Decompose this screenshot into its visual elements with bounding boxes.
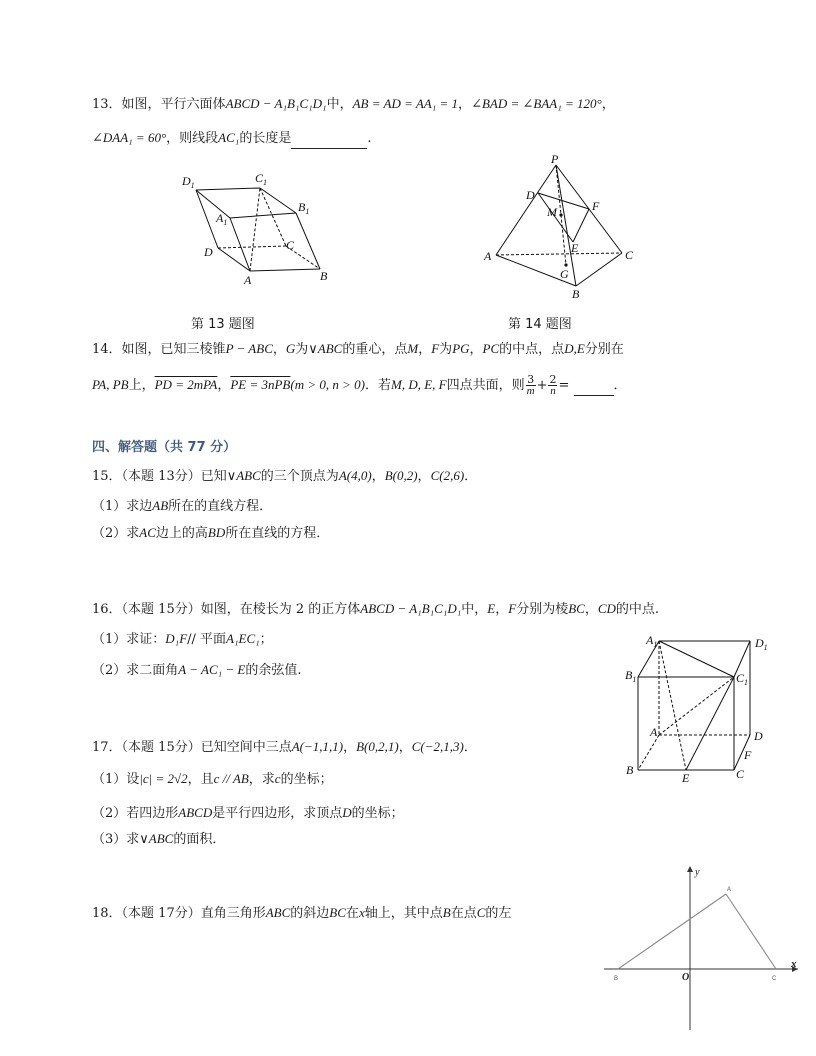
q17-text: （1）设 [92, 772, 140, 787]
q16-var: A − AC₁ − E [178, 662, 246, 677]
fig18-label-A: A [727, 887, 732, 893]
q17-point: B(0,2,1) [356, 739, 399, 754]
q14-text: 的重心，点 [342, 342, 408, 357]
q18-var: C [476, 905, 486, 920]
q13-solid: ABCD − A₁B₁C₁D₁ [225, 96, 327, 111]
q14-operator: + [536, 378, 548, 393]
fraction-denominator: n [550, 385, 556, 397]
q17-text: 的面积． [173, 832, 226, 847]
q16-part2 [92, 661, 302, 680]
q17-var: |c| = 2√2 [139, 771, 188, 786]
q13-text: 的长度是 [239, 131, 292, 146]
fig14-label-G: G [560, 267, 569, 281]
q14-text: 分别在 [584, 342, 624, 357]
q17-text: 的坐标； [351, 806, 404, 821]
q17-text: ，求 [248, 772, 275, 787]
q17-var: D [342, 805, 352, 820]
answer-blank[interactable] [574, 377, 614, 396]
q13-segment: AC₁ [218, 130, 240, 145]
q15-text: ． [464, 469, 478, 484]
q16-var: CD [597, 601, 616, 616]
q14-condition: (m > 0, n > 0) [290, 377, 365, 392]
q16-text: 的余弦值. [245, 663, 302, 678]
fig16-edge-A1C1 [659, 641, 734, 677]
fig16-label-D: D [754, 729, 763, 743]
q16-part1 [92, 630, 273, 649]
fig16-label-C: C [736, 767, 745, 781]
q16-text: ， [495, 602, 509, 617]
fig18-label-x: x [791, 958, 797, 970]
q17-part2 [92, 804, 404, 823]
q15-text: 所在的直线方程． [168, 499, 273, 514]
fig13-edge [230, 218, 250, 271]
fig16-label-A1: $A_1$ [646, 633, 658, 649]
fig13-label-C: C [286, 238, 295, 252]
fig14-label-B: B [572, 287, 580, 301]
q15-text: ， [371, 469, 385, 484]
q15-point: B(0,2) [384, 468, 418, 483]
fig14-edge-BC [576, 253, 622, 286]
fig14-edge-DF [538, 193, 589, 209]
q14-text: 为∨ [295, 342, 318, 357]
q16-var: A₁EC₁ [226, 631, 260, 646]
fig14-label-D: D [526, 188, 535, 202]
fig14-label-M: M [547, 205, 557, 219]
fig13-edge [230, 213, 296, 218]
fig18-label-C: C [772, 976, 777, 982]
q15-text: 15．（本题 13分）已知∨ [92, 469, 237, 484]
q15-text: 边上的高 [155, 526, 208, 541]
q17-var: ABCD [178, 805, 213, 820]
fig16-label-C1: $C_1$ [736, 671, 749, 687]
q18-var: ABC [265, 905, 291, 920]
fig13-edge [196, 188, 260, 190]
q14-text: ， [217, 378, 231, 393]
fig18-y-arrow [687, 866, 693, 872]
q18-text: 轴上，其中点 [364, 906, 443, 921]
figure-14-pyramid [484, 152, 644, 305]
fig16-label-A: A [650, 725, 658, 739]
fraction-denominator: m [526, 385, 535, 397]
fraction-numerator: 2 [549, 373, 557, 386]
q15-part2 [92, 524, 329, 543]
q14-text: 的中点，点 [499, 342, 565, 357]
fig18-label-y: y [695, 867, 700, 878]
fig13-edge [260, 188, 296, 213]
q13-text: ，则线段 [166, 131, 219, 146]
q14-fraction-2-n [548, 374, 557, 397]
q16-stem [92, 600, 659, 619]
q13-text: ， [458, 97, 472, 112]
fig13-diagonal [250, 188, 260, 271]
fig16-label-B1: $B_1$ [625, 668, 637, 684]
figure-16-cube [624, 634, 784, 784]
q13-line2 [92, 129, 371, 149]
q14-var: G [285, 341, 296, 356]
fig13-label-A1: $A_1$ [216, 211, 228, 227]
fig18-label-O: O [682, 972, 690, 983]
answer-blank[interactable] [291, 130, 367, 149]
q15-text: 的三个顶点为 [260, 469, 339, 484]
q13-condition: AB = AD = AA₁ = 1 [352, 96, 459, 111]
q14-text: 如图，已知三棱锥 [121, 342, 226, 357]
fig13-label-B: B [320, 269, 328, 283]
q13-text: ， [601, 97, 615, 112]
fig13-label-A: A [244, 273, 252, 287]
q14-var: M, D, E, F [390, 377, 447, 392]
q16-var: BC [568, 601, 585, 616]
q14-var: M [407, 341, 419, 356]
q17-text: 的坐标； [280, 772, 333, 787]
section-header: 四、解答题（共 77 分） [92, 440, 237, 455]
fig14-hidden-AC [496, 253, 622, 255]
q14-operator: = [558, 378, 570, 393]
fig14-edge-EF [573, 209, 589, 242]
q16-text: 16．（本题 15分）如图，在棱长为 2 的正方体 [92, 602, 361, 617]
fig18-side-BA [618, 894, 726, 969]
q14-text: ， [272, 342, 286, 357]
fig16-label-E: E [682, 771, 690, 785]
q16-text: // 平面 [187, 632, 227, 647]
q17-stem [92, 738, 477, 757]
q14-line1 [92, 340, 624, 359]
q17-part3 [92, 830, 225, 849]
q17-var: c [274, 771, 281, 786]
q17-var: c // AB [213, 771, 249, 786]
fig13-label-B1: $B_1$ [298, 200, 310, 216]
q14-text: 四点共面，则 [446, 378, 525, 393]
q16-text: （1）求证： [92, 632, 166, 647]
q14-pyramid: P − ABC [225, 341, 273, 356]
q14-text: 上， [128, 378, 155, 393]
q15-var: BD [207, 525, 226, 540]
q13-line1 [92, 95, 615, 114]
q15-text: （1）求边 [92, 499, 153, 514]
q16-text: 分别为棱 [516, 602, 569, 617]
q16-text: （2）求二面角 [92, 663, 179, 678]
q18-stem [92, 904, 511, 923]
q14-text: ． [613, 378, 627, 393]
q17-text: （3）求∨ [92, 832, 149, 847]
q17-text: ， [398, 740, 412, 755]
q16-text: 的中点. [615, 602, 660, 617]
q18-text: 的斜边 [290, 906, 330, 921]
q15-text: （2）求 [92, 526, 140, 541]
q17-text: 是平行四边形，求顶点 [212, 806, 343, 821]
fig18-label-B: B [614, 976, 619, 982]
fig18-side-AC [726, 894, 776, 969]
q17-text: ． [463, 740, 477, 755]
q15-stem [92, 467, 477, 486]
figure-13-parallelepiped [178, 168, 348, 293]
q14-vector-eq: PE = 3nPB [230, 377, 291, 392]
fig16-hidden [638, 735, 659, 770]
q15-var: AC [139, 525, 156, 540]
q14-var: F [431, 341, 440, 356]
q16-text: ， [584, 602, 598, 617]
q13-text: 如图，平行六面体 [121, 97, 226, 112]
q16-text: 中， [461, 602, 488, 617]
q16-var: D₁F [165, 631, 188, 646]
q17-var: ABC [148, 831, 174, 846]
q17-text: ，且 [187, 772, 214, 787]
q14-number: 14． [92, 342, 122, 357]
q14-var: PG [452, 341, 470, 356]
fig14-label-E: E [571, 241, 579, 255]
fraction-numerator: 3 [527, 373, 535, 386]
q17-point: A(−1,1,1) [291, 739, 344, 754]
q18-text: 在 [345, 906, 359, 921]
q14-vector-eq: PD = 2mPA [154, 377, 218, 392]
fig14-label-P: P [551, 152, 559, 166]
q15-point: C(2,6) [430, 468, 465, 483]
q14-fraction-3-m [526, 374, 536, 397]
q18-text: 在点 [450, 906, 477, 921]
q14-text: 为 [439, 342, 453, 357]
q16-var: F [508, 601, 517, 616]
q16-solid: ABCD − A₁B₁C₁D₁ [360, 601, 462, 616]
q13-condition: ∠BAD = ∠BAA₁ = 120° [471, 96, 602, 111]
figure-18-coordinate-triangle [604, 862, 804, 1032]
q14-text: ， [469, 342, 483, 357]
q18-var: x [358, 905, 365, 920]
q15-var: ABC [236, 468, 261, 483]
q14-var: ABC [317, 341, 343, 356]
fig13-label-D1: $D_1$ [182, 174, 195, 190]
q16-var: E [487, 601, 496, 616]
q13-text: . [367, 131, 372, 146]
q17-part1 [92, 770, 333, 789]
q15-text: ， [417, 469, 431, 484]
fig14-label-C: C [625, 248, 634, 262]
q18-var: BC [329, 905, 346, 920]
fig14-label-F: F [592, 199, 600, 213]
fig16-edge-EC1 [686, 677, 734, 770]
fig16-hidden-A1E [659, 641, 686, 770]
q16-text: ； [259, 632, 273, 647]
q18-text: 18．（本题 17分）直角三角形 [92, 906, 266, 921]
fig16-label-F: F [744, 748, 752, 762]
q18-text: 的左 [485, 906, 512, 921]
q17-text: ， [343, 740, 357, 755]
q14-line2 [92, 374, 627, 397]
q14-var: PC [482, 341, 500, 356]
q13-number: 13． [92, 97, 122, 112]
q14-var: PA, PB [92, 377, 129, 392]
fig13-edge [250, 269, 320, 271]
q14-var: D,E [564, 341, 585, 356]
fig16-label-B: B [626, 763, 634, 777]
q17-text: （2）若四边形 [92, 806, 179, 821]
q15-part1 [92, 497, 272, 516]
q13-condition: ∠DAA₁ = 60° [92, 130, 167, 145]
fig16-label-D1: $D_1$ [755, 636, 768, 652]
fig16-hidden-AC1 [659, 677, 734, 735]
q14-text: ．若 [364, 378, 391, 393]
fig14-point-M [559, 213, 562, 216]
fig13-label-D: D [204, 245, 213, 259]
q14-text: ， [418, 342, 432, 357]
q18-var: B [442, 905, 451, 920]
figure-14-caption: 第 14 题图 [508, 317, 572, 332]
fig13-hidden-edge [218, 246, 286, 248]
q17-text: 17．（本题 15分）已知空间中三点 [92, 740, 292, 755]
q15-text: 所在直线的方程． [225, 526, 330, 541]
fig14-label-A: A [484, 249, 492, 263]
fig13-label-C1: $C_1$ [255, 171, 268, 187]
q17-point: C(−2,1,3) [411, 739, 464, 754]
figure-13-caption: 第 13 题图 [191, 317, 255, 332]
q15-point: A(4,0) [338, 468, 372, 483]
q15-var: AB [152, 498, 169, 513]
q13-text: 中， [326, 97, 353, 112]
